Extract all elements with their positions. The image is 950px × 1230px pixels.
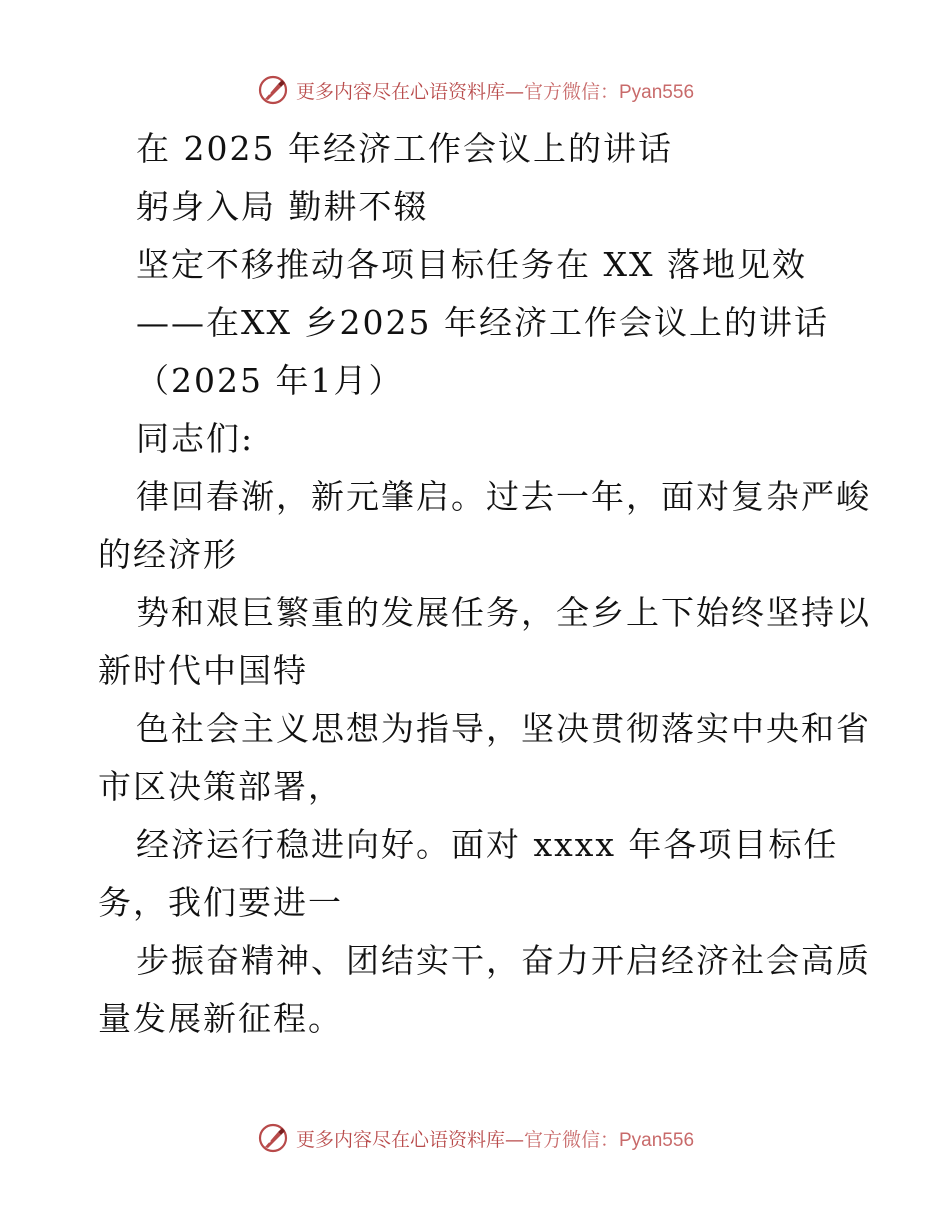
header-dash: — [504, 80, 524, 103]
doc-line: ——在XX 乡2025 年经济工作会议上的讲话 [136, 303, 829, 342]
footer-site-text: 更多内容尽在心语资料库 [295, 1128, 505, 1151]
pen-logo-icon [256, 1121, 290, 1155]
document-body [98, 120, 871, 1048]
doc-line: 市区决策部署， [98, 767, 343, 806]
doc-line: 势和艰巨繁重的发展任务，全乡上下始终坚持以 [136, 593, 871, 632]
header-site-text: 更多内容尽在心语资料库 [295, 80, 505, 103]
doc-line: 在 2025 年经济工作会议上的讲话 [136, 129, 673, 168]
footer-banner-text [296, 1125, 694, 1152]
header-wechat-id: Pyan556 [619, 81, 695, 103]
doc-line: 坚定不移推动各项目标任务在 XX 落地见效 [136, 245, 807, 284]
header-banner [0, 70, 950, 110]
footer-dash: — [504, 1128, 524, 1151]
footer-wechat-id: Pyan556 [619, 1129, 695, 1151]
header-wechat-label: 官方微信： [523, 80, 619, 103]
footer-wechat-label: 官方微信： [523, 1128, 619, 1151]
header-banner-text [296, 77, 694, 104]
doc-line: 经济运行稳进向好。面对 xxxx 年各项目标任 [136, 825, 839, 864]
doc-line: 新时代中国特 [98, 651, 308, 690]
footer-banner [0, 1118, 950, 1158]
doc-line: 步振奋精神、团结实干，奋力开启经济社会高质 [136, 941, 871, 980]
doc-line: 的经济形 [98, 535, 238, 574]
footer-banner-content [256, 1121, 694, 1155]
doc-line: 务，我们要进一 [98, 883, 343, 922]
doc-line: （2025 年1月） [136, 361, 404, 400]
pen-logo-icon [256, 73, 290, 107]
doc-line: 躬身入局 勤耕不辍 [136, 187, 429, 226]
doc-line: 律回春渐，新元肇启。过去一年，面对复杂严峻 [136, 477, 871, 516]
doc-line: 色社会主义思想为指导，坚决贯彻落实中央和省 [136, 709, 871, 748]
doc-line: 同志们: [136, 419, 255, 458]
header-banner-content [256, 73, 694, 107]
doc-line: 量发展新征程。 [98, 999, 343, 1038]
